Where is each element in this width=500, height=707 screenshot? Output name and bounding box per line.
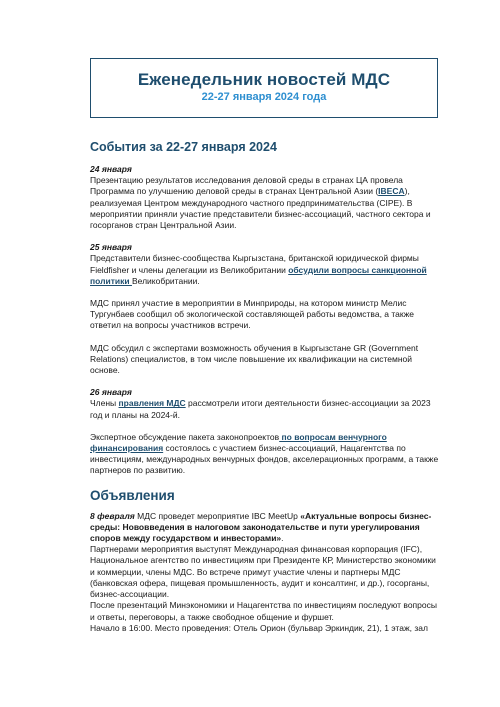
event-date: 25 января [90,242,132,253]
newsletter-header [90,58,438,118]
newsletter-content [90,140,442,645]
board-link[interactable]: правления МДС [118,398,186,409]
announcement-paragraph: Начало в 16:00. Место проведения: Отель Орион (бульвар Эркиндик, 21), 1 этаж, зал [90,622,428,633]
event-paragraph: Члены правления МДС рассмотрели итоги деятельности бизнес-ассоциации за 2023 год и планы на 2024-й. [90,398,431,420]
event-paragraph: Представители бизнес-сообщества Кыргызстана, британской юридической фирмы Fieldfisher и члены делегации из Великобритании обсудили вопросы санкционной политики Великобритании. [90,253,427,286]
ibeca-link[interactable]: IBECA [378,186,405,197]
venture-financing-link[interactable]: по вопросам венчурного финансирования [90,431,387,454]
newsletter-date-range: 22-27 января 2024 года [201,91,327,103]
event-paragraph: МДС обсудил с экспертами возможность обучения в Кыргызстане GR (Government Relations) специалистов, в том числе повышение их квалификации на системной основе. [90,342,419,376]
event-paragraph: МДС принял участие в мероприятии в Минприроды, на котором министр Мелис Тургунбаев сообщил об экологической составляющей работы ведомства, а также ответил на вопросы участников встречи. [90,298,415,331]
announcement-paragraph: Партнерами мероприятия выступят Международная финансовая корпорация (IFC), Национальное агентство по инвестициям при Президенте КР, Министерство экономики и коммерции, члены МДС. Во встрече примут участие члены и партнеры МДС (банковская офера, пищевая промышленность, аудит и консалтинг, и др.), госорганы, бизнес-ассоциации. [90,544,436,600]
event-date: 26 января [90,387,132,398]
event-paragraph: Экспертное обсуждение пакета законопроектов по вопросам венчурного финансирования состоялось с участием бизнес-ассоциаций, Нацагентства по инвестициям, международных венчурных фондов, акселерационных программ, а также партнеров по развитию. [90,431,439,476]
events-day-26 [90,387,442,476]
event-paragraph: Презентацию результатов исследования деловой среды в странах ЦА провела Программа по улучшению деловой среды в странах Центральной Азии (IBECA), реализуемая Центром международного частного предпринимательства (CIPE). В мероприятии приняли участие представители бизнес-ассоциаций, частного сектора и госорганов стран Центральной Азии. [90,175,431,231]
announcement-intro: 8 февраля МДС проведет мероприятие IBC MeetUp «Актуальные вопросы бизнес-среды: Нововведения в налоговом законодательстве и пути урегулирования споров между государством и инвесторами». [90,510,432,544]
event-date: 24 января [90,164,132,174]
events-day-24 [90,164,442,231]
sanctions-policy-link[interactable]: обсудили вопросы санкционной политики [90,264,427,286]
announcements-section-title: Объявления [90,487,175,503]
events-day-25 [90,242,442,376]
announcement-paragraph: После презентаций Минэкономики и Нацагентства по инвестициям последуют вопросы и ответы, переговоры, а также свободное общение и фуршет. [90,600,437,622]
announcement-item [90,511,442,634]
events-section-title: События за 22-27 января 2024 [90,140,277,154]
newsletter-title: Еженедельник новостей МДС [137,70,391,89]
